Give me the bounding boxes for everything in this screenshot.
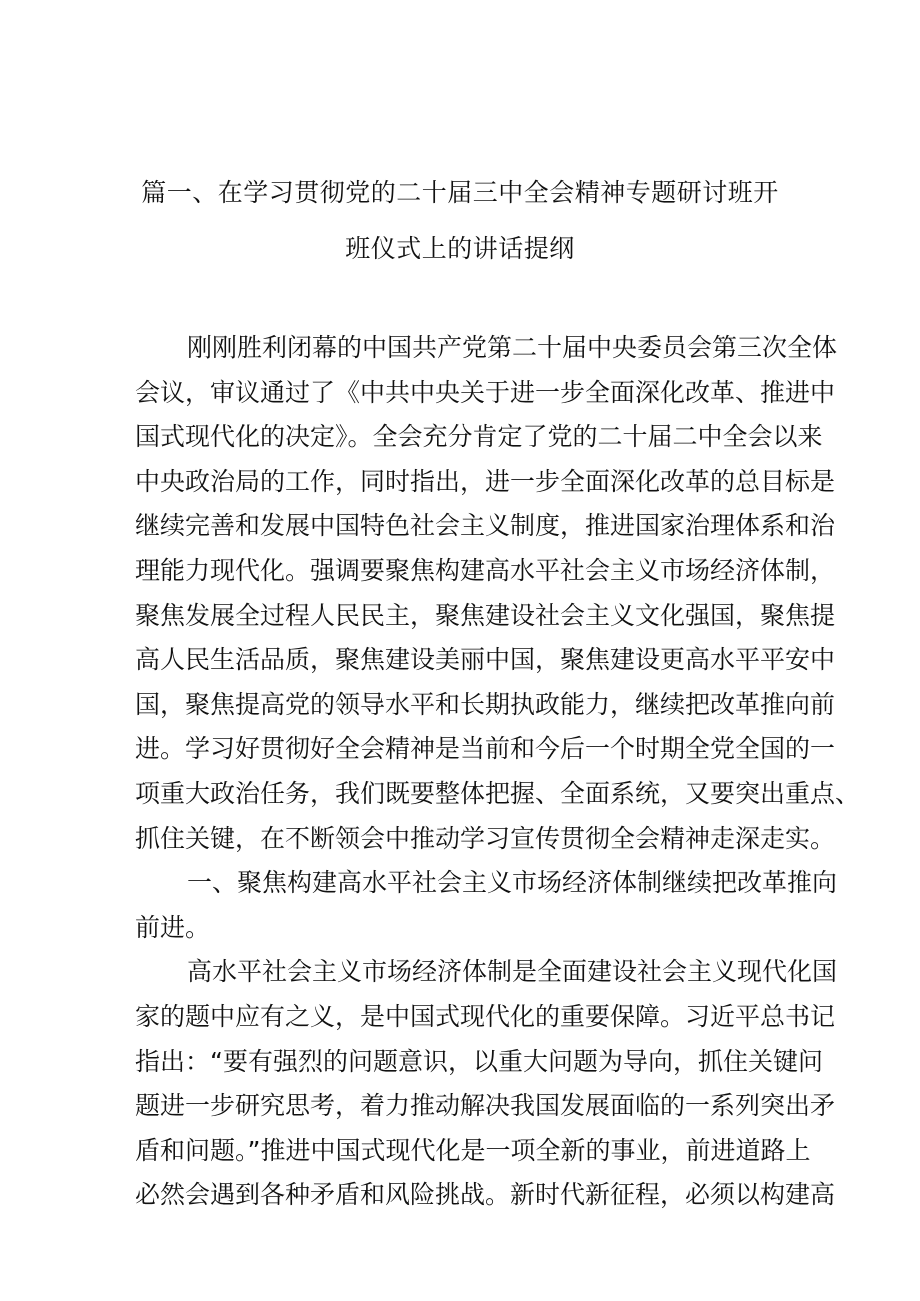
paragraph-1-line: 聚焦发展全过程人民民主，聚焦建设社会主义文化强国，聚焦提 [135,600,836,630]
paragraph-1-line: 刚刚胜利闭幕的中国共产党第二十届中央委员会第三次全体 [187,333,838,362]
title-line-1: 篇一、在学习贯彻党的二十届三中全会精神专题研讨班开 [141,178,779,207]
paragraph-1-line: 理能力现代化。强调要聚焦构建高水平社会主义市场经济体制， [135,555,836,585]
section-heading-line: 前进。 [135,912,211,942]
paragraph-1-line: 高人民生活品质，聚焦建设美丽中国，聚焦建设更高水平平安中 [135,645,836,675]
paragraph-1-line: 抓住关键，在不断领会中推动学习宣传贯彻全会精神走深走实。 [135,823,836,853]
paragraph-1-line: 项重大政治任务，我们既要整体把握、全面系统，又要突出重点、 [135,778,861,808]
paragraph-1-line: 进。学习好贯彻好全会精神是当前和今后一个时期全党全国的一 [135,734,836,764]
paragraph-2-line: 盾和问题。”推进中国式现代化是一项全新的事业，前进道路上 [135,1135,811,1165]
document-title [0,165,920,277]
paragraph-1-line: 中央政治局的工作，同时指出，进一步全面深化改革的总目标是 [135,466,836,496]
paragraph-2-line: 题进一步研究思考，着力推动解决我国发展面临的一系列突出矛 [135,1091,836,1121]
paragraph-1-line: 国式现代化的决定》。全会充分肯定了党的二十届二中全会以来 [135,422,823,452]
document-body [135,326,861,1218]
paragraph-2-line: 家的题中应有之义，是中国式现代化的重要保障。习近平总书记 [135,1001,836,1031]
paragraph-2-line: 必然会遇到各种矛盾和风险挑战。新时代新征程，必须以构建高 [135,1180,836,1210]
paragraph-2-line: 高水平社会主义市场经济体制是全面建设社会主义现代化国 [187,957,838,987]
title-line-2: 班仪式上的讲话提纲 [345,234,575,263]
paragraph-2-line: 指出：“要有强烈的问题意识，以重大问题为导向，抓住关键问 [135,1046,823,1076]
paragraph-1-line: 国，聚焦提高党的领导水平和长期执政能力，继续把改革推向前 [135,689,836,719]
paragraph-1-line: 继续完善和发展中国特色社会主义制度，推进国家治理体系和治 [135,511,836,541]
paragraph-1-line: 会议，审议通过了《中共中央关于进一步全面深化改革、推进中 [135,377,836,407]
section-heading-line: 一、聚焦构建高水平社会主义市场经济体制继续把改革推向 [187,868,838,898]
